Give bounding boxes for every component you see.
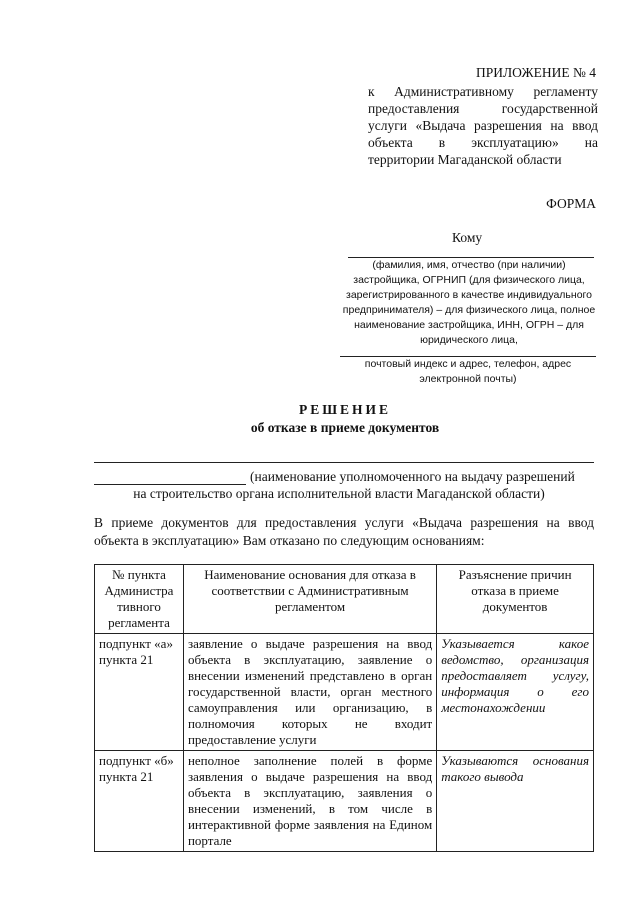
recipient-name-hint: (фамилия, имя, отчество (при наличии) застройщика, ОГРНИП (для физического лица, зарегистрированного в качестве индивидуального предпринимателя) – для физического лица, полное наименование застройщика, ИНН, ОГРН – для юридического лица, bbox=[342, 259, 596, 346]
table-cell-explanation: Указываются основания такого вывода bbox=[437, 751, 594, 852]
table-header-row bbox=[95, 565, 594, 634]
table-cell-point: подпункт «а» пункта 21 bbox=[95, 634, 184, 751]
refusal-reasons-table bbox=[94, 564, 594, 852]
authority-hint: (наименование уполномоченного на выдачу разрешений bbox=[250, 469, 575, 484]
table-cell-explanation: Указывается какое ведомство, организация предоставляет услугу, информация о его местонахождении bbox=[437, 634, 594, 751]
authority-hint-continued: на строительство органа исполнительной власти Магаданской области) bbox=[133, 486, 545, 501]
table-row bbox=[95, 751, 594, 852]
recipient-label: Кому bbox=[452, 230, 483, 245]
appendix-block bbox=[368, 64, 598, 168]
authority-block bbox=[94, 468, 594, 502]
appendix-line: объекта в эксплуатацию» на bbox=[368, 135, 598, 150]
recipient-address-hint: почтовый индекс и адрес, телефон, адрес электронной почты) bbox=[364, 358, 572, 385]
authority-line bbox=[94, 462, 594, 463]
appendix-line: территории Магаданской области bbox=[368, 152, 562, 167]
authority-blank bbox=[94, 472, 246, 485]
intro-paragraph: В приеме документов для предоставления услуги «Выдача разрешения на ввод объекта в эксплуатацию» Вам отказано по следующим основаниям: bbox=[94, 515, 594, 548]
table-header-explanation: Разъяснение причин отказа в приеме документов bbox=[437, 565, 594, 634]
decision-title: РЕШЕНИЕ bbox=[298, 402, 392, 417]
table-cell-reason: заявление о выдаче разрешения на ввод объекта в эксплуатацию, заявление о внесении изменений представлено в орган государственной власти, орган местного самоуправления или организацию, в полномочия которых не входит предоставление услуги bbox=[183, 634, 436, 751]
table-cell-reason: неполное заполнение полей в форме заявления о выдаче разрешения на ввод объекта в эксплуатацию, заявления о внесении изменений, в том числе в интерактивной форме заявления на Едином портале bbox=[183, 751, 436, 852]
appendix-line: к Административному регламенту bbox=[368, 84, 598, 99]
table-row bbox=[95, 634, 594, 751]
appendix-line: предоставления государственной bbox=[368, 101, 598, 116]
table-header-point: № пункта Администра тивного регламента bbox=[95, 565, 184, 634]
appendix-title: ПРИЛОЖЕНИЕ № 4 bbox=[475, 65, 596, 80]
decision-subtitle: об отказе в приеме документов bbox=[250, 420, 440, 435]
table-cell-point: подпункт «б» пункта 21 bbox=[95, 751, 184, 852]
form-label: ФОРМА bbox=[546, 196, 596, 211]
appendix-line: услуги «Выдача разрешения на ввод bbox=[368, 118, 598, 133]
table-header-reason: Наименование основания для отказа в соответствии с Административным регламентом bbox=[183, 565, 436, 634]
